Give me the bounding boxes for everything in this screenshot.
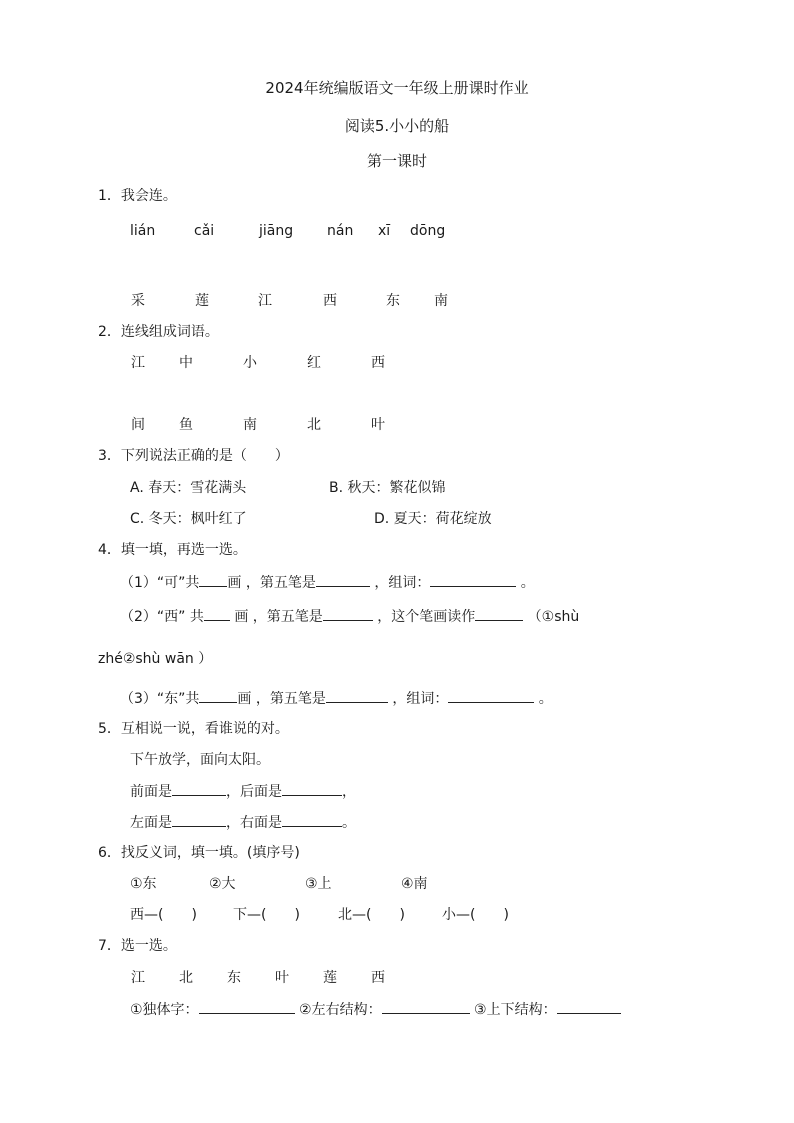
q4-item-2: （2）“西” 共 画 ，第五笔是 ，这个笔画读作 （①shù: [120, 606, 579, 627]
q4-3-fifth-stroke-blank[interactable]: [326, 688, 388, 703]
q5-front-back-line: 前面是 ，后面是 ，: [130, 781, 356, 802]
question-7-label: 7．选一选。: [98, 938, 177, 954]
q2-bottom-char-2: 鱼: [179, 417, 193, 433]
q3-option-b[interactable]: B. 秋天：繁花似锦: [329, 480, 446, 496]
q6-choice-2: ②大: [209, 876, 236, 892]
q4-3-stroke-count-blank[interactable]: [199, 688, 237, 703]
q1-pinyin-1: lián: [130, 223, 156, 239]
q6-pair-2[interactable]: 下—( ): [233, 907, 300, 923]
q7-char-2: 北: [179, 970, 193, 986]
q7-char-5: 莲: [323, 970, 337, 986]
q7-category-line: ①独体字： ②左右结构： ③上下结构：: [130, 999, 621, 1020]
q7-single-structure-blank[interactable]: [199, 999, 295, 1014]
q1-pinyin-5: xī: [378, 223, 391, 239]
lesson-title: 阅读5.小小的船: [344, 117, 450, 135]
q1-char-4: 西: [323, 293, 337, 309]
q1-char-3: 江: [258, 293, 272, 309]
question-4-label: 4．填一填，再选一选。: [98, 542, 247, 558]
q1-pinyin-6: dōng: [410, 223, 446, 239]
q3-option-d[interactable]: D. 夏天：荷花绽放: [374, 511, 492, 527]
q2-top-char-3: 小: [243, 355, 257, 371]
q6-pair-3[interactable]: 北—( ): [338, 907, 405, 923]
q5-left-right-line: 左面是 ，右面是 。: [130, 812, 356, 833]
question-6-label: 6．找反义词，填一填。(填序号): [98, 845, 300, 861]
q6-choice-4: ④南: [401, 876, 428, 892]
q4-item-3: （3）“东”共 画 ，第五笔是 ，组词： 。: [120, 688, 553, 709]
q7-top-bottom-blank[interactable]: [557, 999, 621, 1014]
q5-left-blank[interactable]: [172, 812, 226, 827]
question-2-label: 2．连线组成词语。: [98, 324, 219, 340]
q7-char-1: 江: [131, 970, 145, 986]
q4-item-2-continuation: zhé②shù wān ）: [98, 651, 213, 667]
q7-char-3: 东: [227, 970, 241, 986]
q2-top-char-2: 中: [179, 355, 193, 371]
q2-top-char-1: 江: [131, 355, 145, 371]
q1-char-5: 东: [386, 293, 400, 309]
q5-front-blank[interactable]: [172, 781, 226, 796]
q6-pair-1[interactable]: 西—( ): [130, 907, 197, 923]
q1-pinyin-2: cǎi: [194, 223, 215, 239]
q4-1-word-blank[interactable]: [430, 572, 516, 587]
q4-2-fifth-stroke-blank[interactable]: [323, 606, 373, 621]
q1-char-2: 莲: [195, 293, 209, 309]
q2-top-char-4: 红: [307, 355, 321, 371]
q7-char-4: 叶: [275, 970, 289, 986]
q4-1-stroke-count-blank[interactable]: [199, 572, 227, 587]
q4-3-word-blank[interactable]: [448, 688, 534, 703]
question-5-label: 5．互相说一说，看谁说的对。: [98, 721, 289, 737]
q1-char-1: 采: [131, 293, 145, 309]
q6-choice-1: ①东: [130, 876, 157, 892]
q2-bottom-char-4: 北: [307, 417, 321, 433]
q3-option-c[interactable]: C. 冬天：枫叶红了: [130, 511, 247, 527]
q1-pinyin-3: jiāng: [259, 223, 294, 239]
q2-bottom-char-3: 南: [243, 417, 257, 433]
q3-option-a[interactable]: A. 春天：雪花满头: [130, 480, 247, 496]
q4-2-reading-blank[interactable]: [475, 606, 523, 621]
question-1-label: 1．我会连。: [98, 188, 177, 204]
q5-right-blank[interactable]: [282, 812, 342, 827]
question-3-label: 3．下列说法正确的是（ ）: [98, 448, 289, 464]
q1-char-6: 南: [434, 293, 448, 309]
document-title: 2024年统编版语文一年级上册课时作业: [265, 79, 529, 97]
q1-pinyin-4: nán: [327, 223, 354, 239]
q5-back-blank[interactable]: [282, 781, 342, 796]
q7-char-6: 西: [371, 970, 385, 986]
q7-left-right-blank[interactable]: [382, 999, 470, 1014]
q4-item-1: （1）“可”共 画 ，第五笔是 ，组词： 。: [120, 572, 535, 593]
q5-scenario: 下午放学，面向太阳。: [130, 752, 270, 768]
section-title: 第一课时: [366, 152, 427, 170]
q4-2-stroke-count-blank[interactable]: [204, 606, 230, 621]
q6-choice-3: ③上: [305, 876, 332, 892]
q2-top-char-5: 西: [371, 355, 385, 371]
q4-1-fifth-stroke-blank[interactable]: [316, 572, 370, 587]
q2-bottom-char-1: 间: [131, 417, 145, 433]
q6-pair-4[interactable]: 小—( ): [442, 907, 509, 923]
q2-bottom-char-5: 叶: [371, 417, 385, 433]
